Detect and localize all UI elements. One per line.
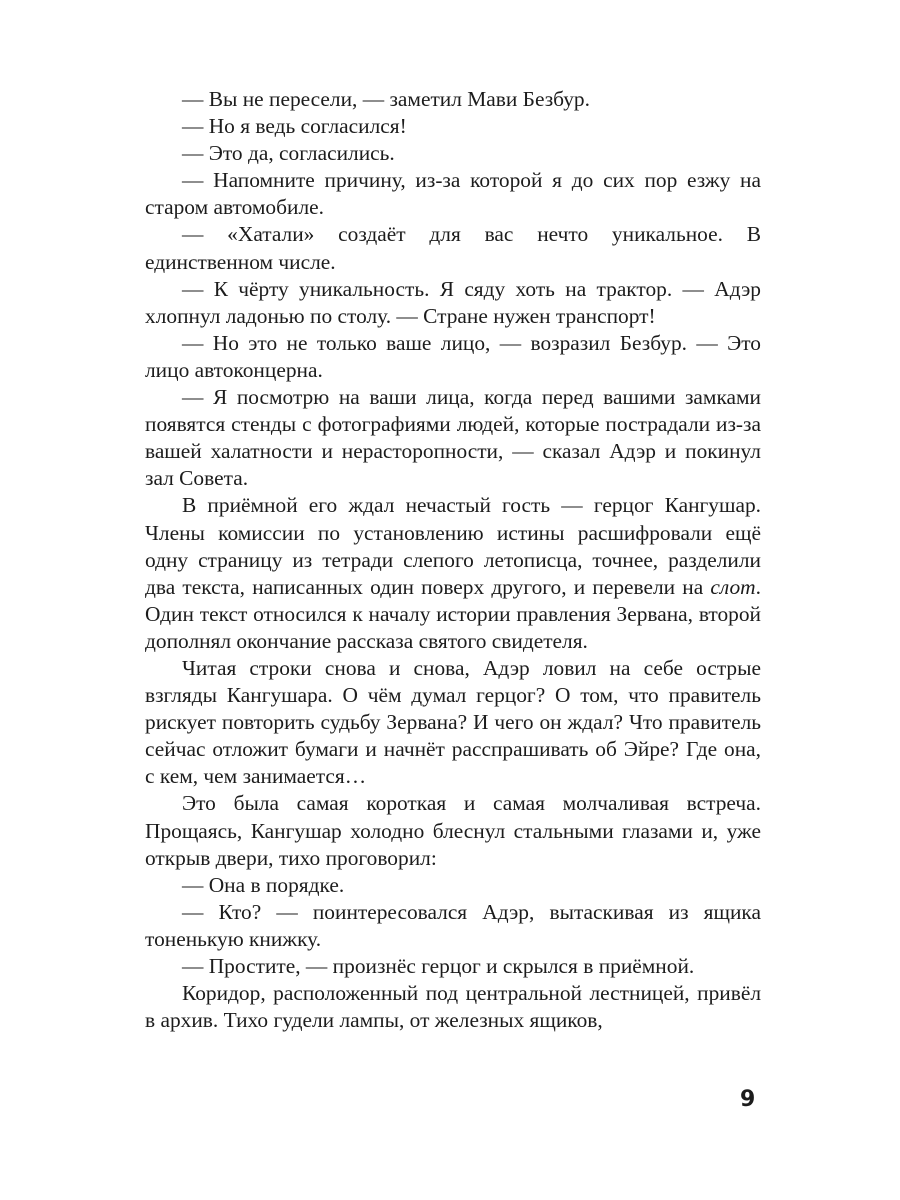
italic-term: слот [710,574,756,599]
paragraph: — Но я ведь согласился! [182,114,407,139]
paragraph: — Кто? — поинтересовался Адэр, вытаскивая из ящика тоненькую книжку. [145,899,761,951]
paragraph: — «Хатали» создаёт для вас нечто уникальное. В единственном числе. [145,222,761,274]
page-number: 9 [740,1087,756,1112]
paragraph: Это была самая короткая и самая молчаливая встреча. Прощаясь, Кангушар холодно блеснул стальными глазами и, уже открыв двери, тихо проговорил: [145,791,761,870]
paragraph-text: . Один текст относился к началу истории правления Зервана, второй дополнял окончание рассказа святого свидетеля. [145,574,761,653]
paragraph-with-italic [145,492,761,655]
paragraph: — Вы не пересели, — заметил Мави Безбур. [182,87,590,111]
paragraph: — Я посмотрю на ваши лица, когда перед вашими замками появятся стенды с фотографиями людей, которые пострадали из-за вашей халатности и нерасторопности, — сказал Адэр и покинул зал Совета. [145,385,761,491]
paragraph: Коридор, расположенный под центральной лестницей, привёл в архив. Тихо гудели лампы, от железных ящиков, [145,981,761,1033]
paragraph: Читая строки снова и снова, Адэр ловил на себе острые взгляды Кангушара. О чём думал герцог? О том, что правитель рискует повторить судьбу Зервана? И чего он ждал? Что правитель сейчас отложит бумаги и начнёт расспрашивать об Эйре? Где она, с кем, чем занимается… [145,655,761,789]
paragraph: — Простите, — произнёс герцог и скрылся в приёмной. [182,954,695,978]
paragraph: — Это да, согласились. [182,141,395,166]
body-text [145,86,761,1034]
paragraph: — Напомните причину, из-за которой я до сих пор езжу на старом автомобиле. [145,168,761,220]
paragraph-text: В приёмной его ждал нечастый гость — герцог Кангушар. Члены комиссии по установлению истины расшифровали ещё одну страницу из тетради слепого летописца, точнее, разделили два текста, написанных один поверх другого, и перевели на [145,493,761,599]
paragraph: — К чёрту уникальность. Я сяду хоть на трактор. — Адэр хлопнул ладонью по столу. — Стране нужен транспорт! [145,276,761,328]
paragraph: — Но это не только ваше лицо, — возразил Безбур. — Это лицо автоконцерна. [145,330,761,382]
paragraph: — Она в порядке. [182,872,345,897]
